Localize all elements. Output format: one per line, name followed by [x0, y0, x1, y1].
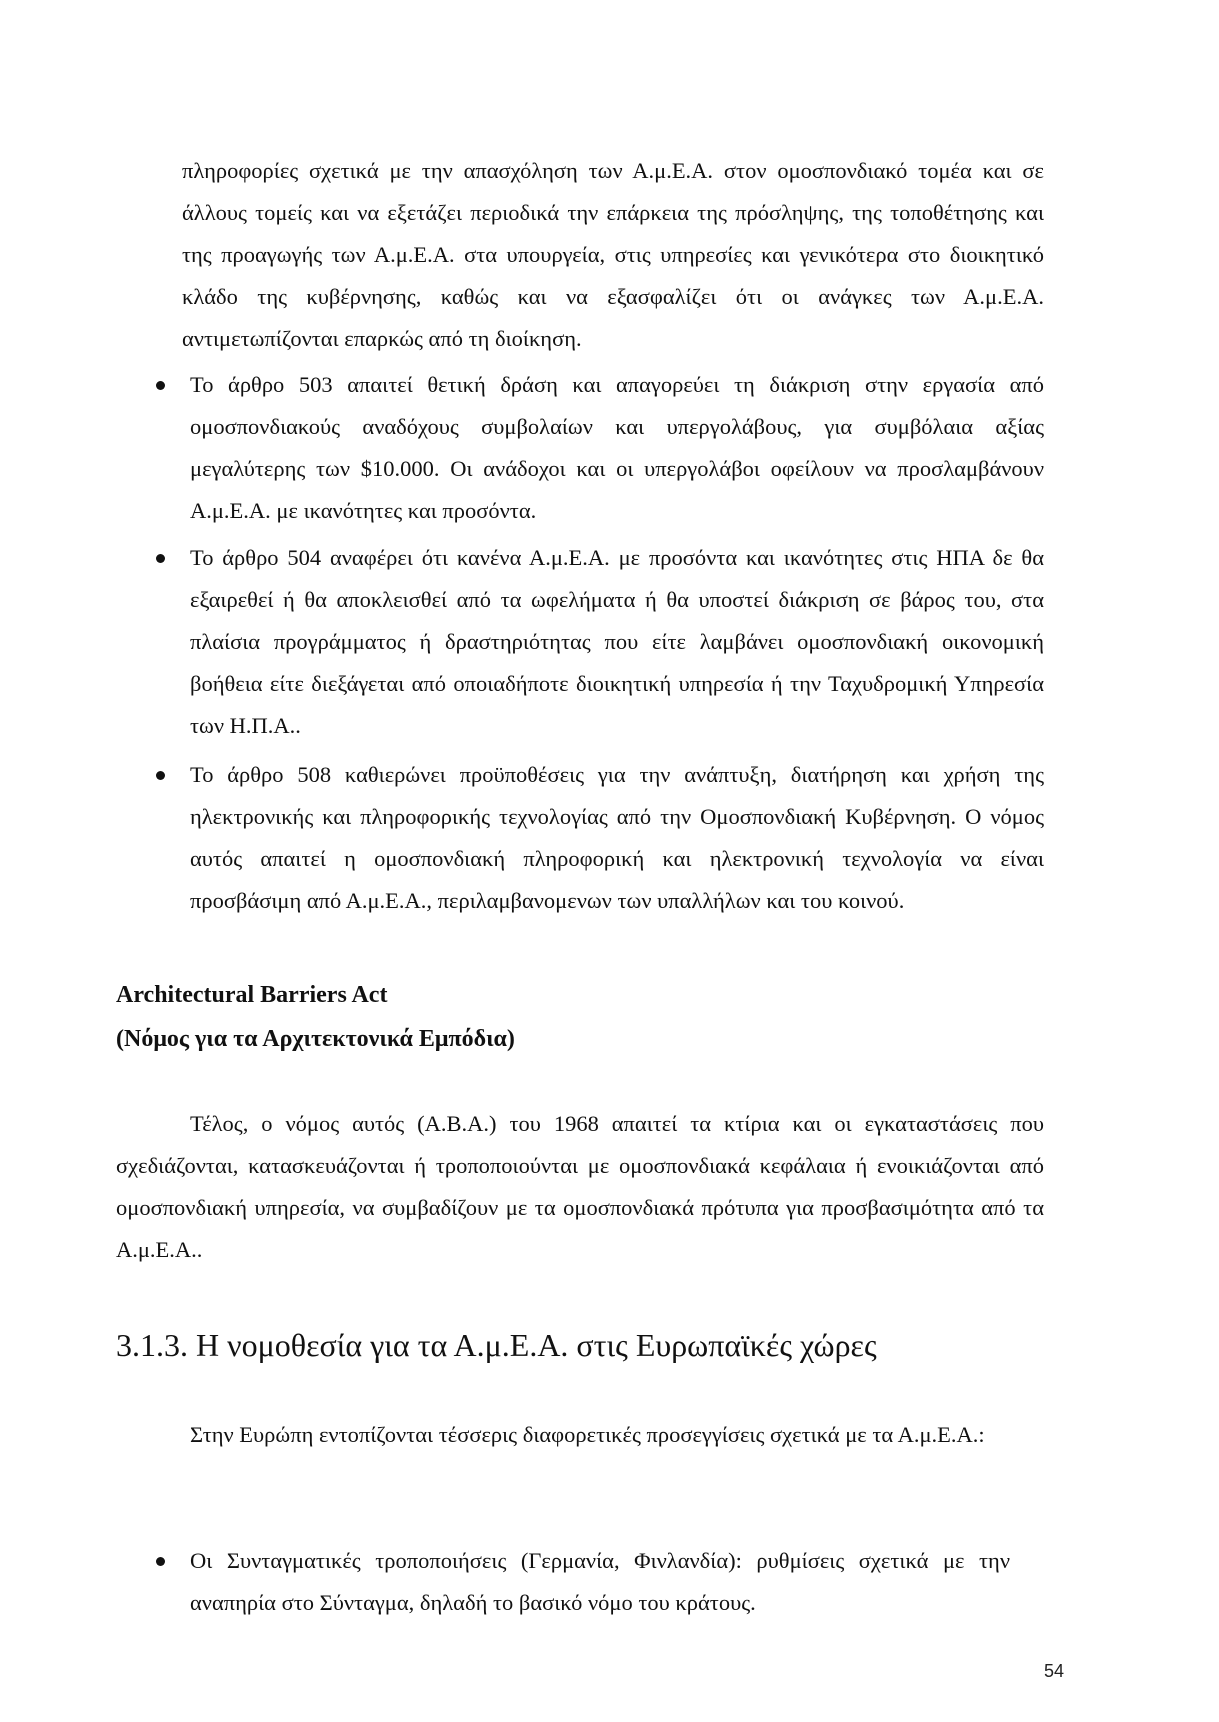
act-heading-greek: (Νόμος για τα Αρχιτεκτονικά Εμπόδια): [116, 1026, 515, 1052]
act-heading-english: Architectural Barriers Act: [116, 982, 388, 1008]
bullet-dot: [156, 771, 165, 780]
continuation-paragraph: πληροφορίες σχετικά με την απασχόληση των Α.μ.Ε.Α. στον ομοσπονδιακό τομέα και σε άλλους τομείς και να εξετάζει περιοδικά την επάρκεια της πρόσληψης, της τοποθέτησης και της προαγωγής των Α.μ.Ε.Α. στα υπουργεία, στις υπηρεσίες και γενικότερα στο διοικητικό κλάδο της κυβέρνησης, καθώς και να εξασφαλίζει ότι οι ανάγκες των Α.μ.Ε.Α. αντιμετωπίζονται επαρκώς από τη διοίκηση.: [182, 158, 1044, 351]
bullet-dot: [156, 381, 165, 390]
section-title: 3.1.3. Η νομοθεσία για τα Α.μ.Ε.Α. στις Ευρωπαϊκές χώρες: [116, 1327, 877, 1363]
bullet-dot: [156, 1557, 165, 1566]
bullet-article-503: Το άρθρο 503 απαιτεί θετική δράση και απαγορεύει τη διάκριση στην εργασία από ομοσπονδιακούς αναδόχους συμβολαίων και υπεργολάβους, για συμβόλαια αξίας μεγαλύτερης των $10.000. Οι ανάδοχοι και οι υπεργολάβοι οφείλουν να προσλαμβάνουν Α.μ.Ε.Α. με ικανότητες και προσόντα.: [190, 372, 1044, 523]
bullet-article-504: Το άρθρο 504 αναφέρει ότι κανένα Α.μ.Ε.Α. με προσόντα και ικανότητες στις ΗΠΑ δε θα εξαιρεθεί ή θα αποκλεισθεί από τα ωφελήματα ή θα υποστεί διάκριση σε βάρος του, στα πλαίσια προγράμματος ή δραστηριότητας που είτε λαμβάνει ομοσπονδιακή οικονομική βοήθεια είτε διεξάγεται από οποιαδήποτε διοικητική υπηρεσία ή την Ταχυδρομική Υπηρεσία των Η.Π.Α..: [190, 545, 1044, 738]
bullet-article-508: Το άρθρο 508 καθιερώνει προϋποθέσεις για την ανάπτυξη, διατήρηση και χρήση της ηλεκτρονικής και πληροφορικής τεχνολογίας από την Ομοσπονδιακή Κυβέρνηση. Ο νόμος αυτός απαιτεί η ομοσπονδιακή πληροφορική και ηλεκτρονική τεχνολογία να είναι προσβάσιμη από Α.μ.Ε.Α., περιλαμβανομενων των υπαλλήλων και του κοινού.: [190, 762, 1044, 913]
page-number: 54: [1044, 1661, 1065, 1681]
bullet-constitutional-amendments: Οι Συνταγματικές τροποποιήσεις (Γερμανία, Φινλανδία): ρυθμίσεις σχετικά με την αναπηρία στο Σύνταγμα, δηλαδή το βασικό νόμο του κράτους.: [190, 1548, 1010, 1615]
europe-intro-paragraph: Στην Ευρώπη εντοπίζονται τέσσερις διαφορετικές προσεγγίσεις σχετικά με τα Α.μ.Ε.Α.:: [190, 1422, 985, 1447]
bullet-dot: [156, 554, 165, 563]
act-paragraph: Τέλος, ο νόμος αυτός (Α.Β.Α.) του 1968 απαιτεί τα κτίρια και οι εγκαταστάσεις που σχεδιάζονται, κατασκευάζονται ή τροποποιούνται με ομοσπονδιακά κεφάλαια ή ενοικιάζονται από ομοσπονδιακή υπηρεσία, να συμβαδίζουν με τα ομοσπονδιακά πρότυπα για προσβασιμότητα από τα Α.μ.Ε.Α..: [116, 1111, 1044, 1262]
